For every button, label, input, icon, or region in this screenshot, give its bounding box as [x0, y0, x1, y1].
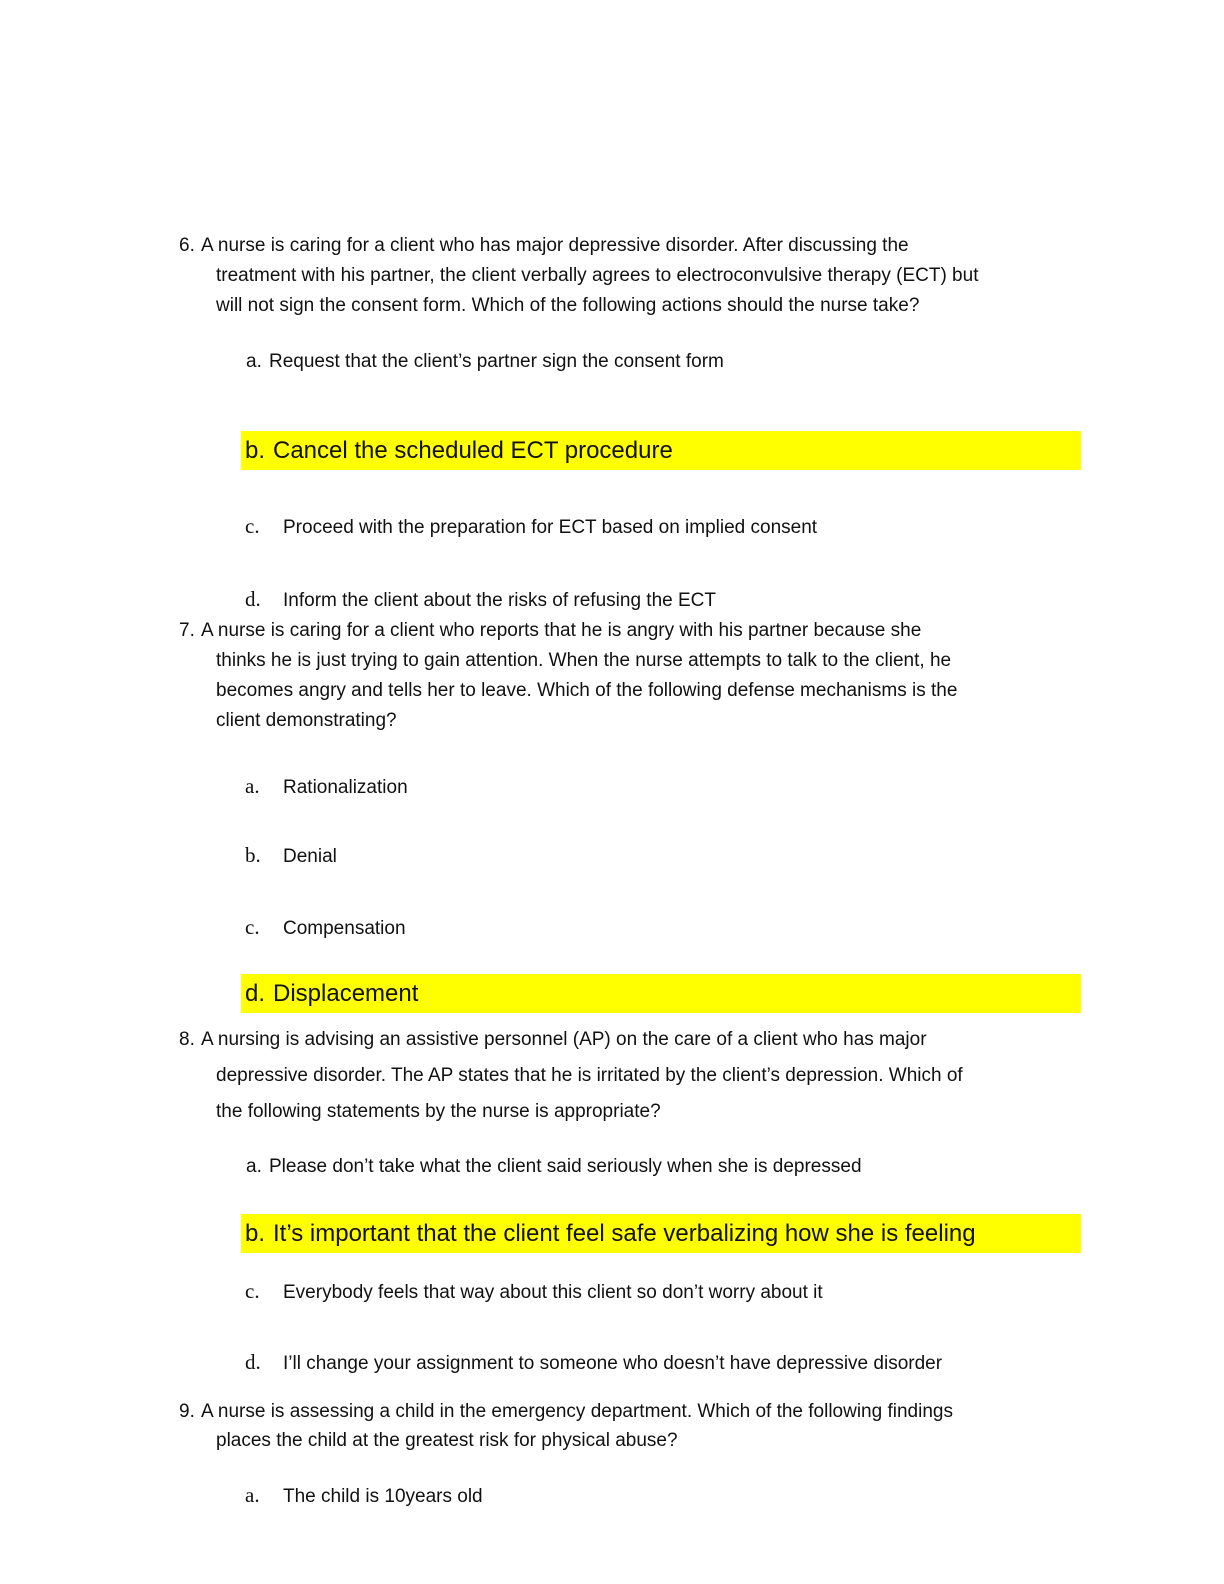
question-number: 6. [179, 235, 195, 256]
question-text-line: will not sign the consent form. Which of the following actions should the nurse take? [216, 295, 920, 316]
highlighted-answer-letter: b. [245, 437, 266, 464]
question-text-line: thinks he is just trying to gain attention. When the nurse attempts to talk to the client, he [216, 650, 952, 671]
option-text: I’ll change your assignment to someone who doesn’t have depressive disorder [283, 1353, 943, 1374]
highlighted-answer-letter: b. [245, 1220, 266, 1247]
option-letter: a. [246, 1156, 262, 1177]
option-text: Proceed with the preparation for ECT based on implied consent [283, 517, 818, 538]
option-text: Rationalization [283, 777, 408, 798]
option-letter: c. [245, 1279, 260, 1303]
option-letter: a. [246, 351, 262, 372]
question-text-line: becomes angry and tells her to leave. Which of the following defense mechanisms is the [216, 680, 958, 701]
option-text: Denial [283, 846, 337, 867]
option-letter: b. [245, 843, 261, 867]
question-text-line: depressive disorder. The AP states that he is irritated by the client’s depression. Which of [216, 1065, 963, 1086]
question-text-line: places the child at the greatest risk for physical abuse? [216, 1430, 678, 1451]
option-text: Compensation [283, 918, 406, 939]
question-text-line: treatment with his partner, the client verbally agrees to electroconvulsive therapy (ECT) but [216, 265, 979, 286]
option-text: The child is 10years old [283, 1486, 483, 1507]
question-number: 8. [179, 1029, 195, 1050]
highlighted-answer-text: Cancel the scheduled ECT procedure [273, 437, 673, 464]
option-letter: a. [245, 774, 260, 798]
question-number: 7. [179, 620, 195, 641]
option-text: Inform the client about the risks of refusing the ECT [283, 590, 716, 611]
question-text-line: A nurse is caring for a client who has major depressive disorder. After discussing the [201, 235, 909, 256]
question-text-line: the following statements by the nurse is appropriate? [216, 1101, 661, 1122]
question-number: 9. [179, 1401, 195, 1422]
option-letter: d. [245, 587, 261, 611]
highlighted-answer-letter: d. [245, 980, 266, 1007]
question-text-line: client demonstrating? [216, 710, 397, 731]
option-text: Please don’t take what the client said seriously when she is depressed [269, 1156, 862, 1177]
question-text-line: A nurse is assessing a child in the emergency department. Which of the following findings [201, 1401, 953, 1422]
option-letter: c. [245, 915, 260, 939]
question-text-line: A nurse is caring for a client who reports that he is angry with his partner because she [201, 620, 922, 641]
option-letter: d. [245, 1350, 261, 1374]
highlighted-answer-text: It’s important that the client feel safe verbalizing how she is feeling [273, 1220, 976, 1247]
option-text: Request that the client’s partner sign the consent form [269, 351, 724, 372]
option-text: Everybody feels that way about this client so don’t worry about it [283, 1282, 823, 1303]
question-text-line: A nursing is advising an assistive personnel (AP) on the care of a client who has major [201, 1029, 927, 1050]
option-letter: c. [245, 514, 260, 538]
option-letter: a. [245, 1483, 260, 1507]
highlighted-answer-text: Displacement [273, 980, 419, 1007]
